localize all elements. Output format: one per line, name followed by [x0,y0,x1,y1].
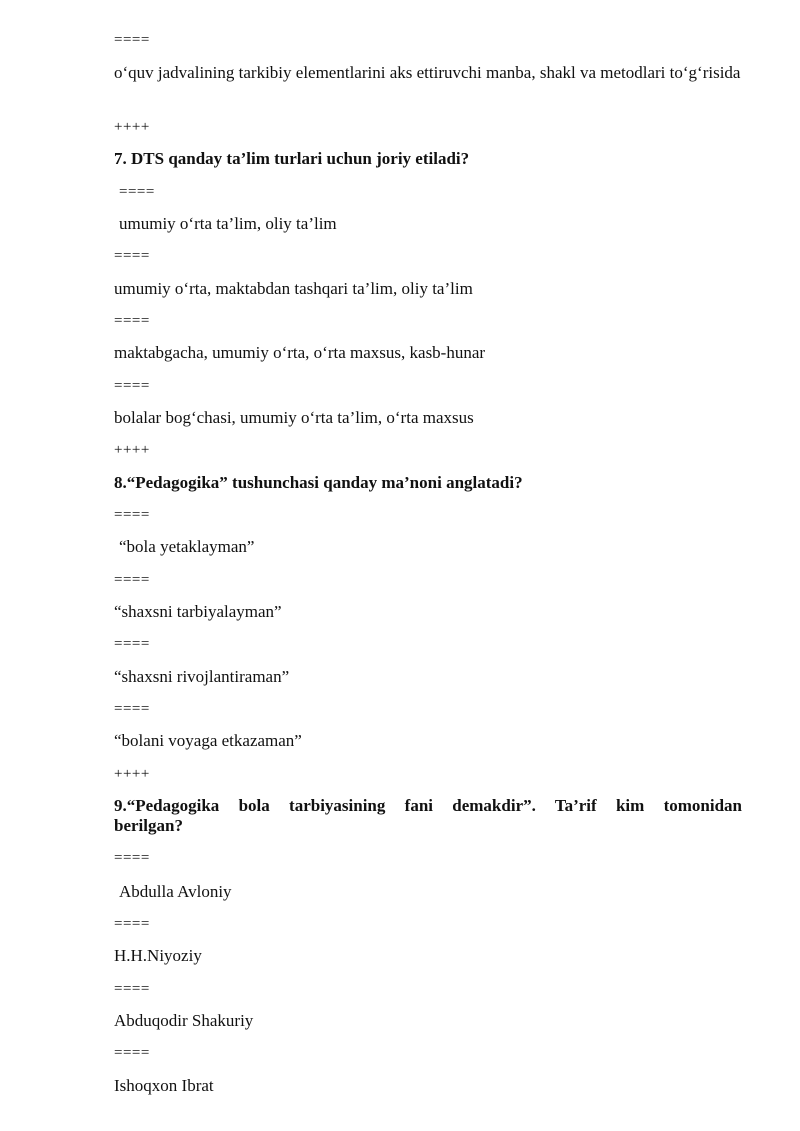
separator: ==== [114,981,150,997]
question-7: 7. DTS qanday ta’lim turlari uchun joriy etiladi? [114,149,470,168]
separator: ==== [119,184,155,200]
answer-option: H.H.Niyoziy [114,946,202,965]
answer-option: umumiy o‘rta ta’lim, oliy ta’lim [119,214,337,233]
separator: ==== [114,636,150,652]
separator: ++++ [114,766,150,782]
separator: ==== [114,916,150,932]
separator: ==== [114,1045,150,1061]
separator: ==== [114,32,150,48]
separator: ==== [114,850,150,866]
separator: ==== [114,507,150,523]
answer-option: “bolani voyaga etkazaman” [114,731,302,750]
question-9-continued: berilgan? [114,816,183,835]
separator: ==== [114,313,150,329]
separator: ++++ [114,442,150,458]
question-9: 9.“Pedagogika bola tarbiyasining fani demakdir”. Ta’rif kim tomonidan [114,796,742,815]
separator: ==== [114,248,150,264]
answer-option: “shaxsni tarbiyalayman” [114,602,282,621]
question-8: 8.“Pedagogika” tushunchasi qanday ma’noni anglatadi? [114,473,523,492]
answer-option: o‘quv jadvalining tarkibiy elementlarini aks ettiruvchi manba, shakl va metodlari to‘g‘risida [114,63,741,82]
answer-option: Abduqodir Shakuriy [114,1011,254,1030]
answer-option: umumiy o‘rta, maktabdan tashqari ta’lim, oliy ta’lim [114,279,473,298]
answer-option: Abdulla Avloniy [119,882,232,901]
answer-option: Ishoqxon Ibrat [114,1076,214,1095]
answer-option: “shaxsni rivojlantiraman” [114,667,290,686]
answer-option: “bola yetaklayman” [119,537,255,556]
answer-option: bolalar bog‘chasi, umumiy o‘rta ta’lim, o‘rta maxsus [114,408,474,427]
answer-option: maktabgacha, umumiy o‘rta, o‘rta maxsus, kasb-hunar [114,343,486,362]
separator: ==== [114,572,150,588]
separator: ++++ [114,119,150,135]
separator: ==== [114,378,150,394]
separator: ==== [114,701,150,717]
